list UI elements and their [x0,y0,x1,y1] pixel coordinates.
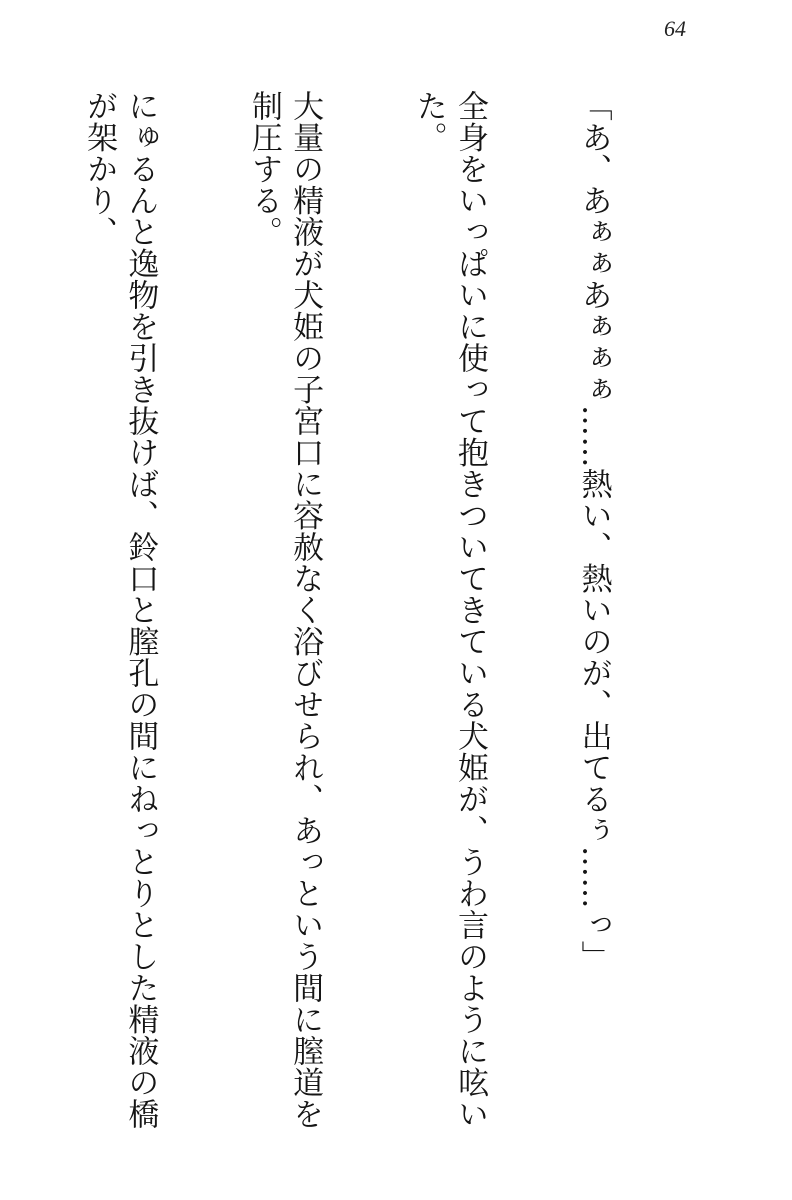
text-column: にゅるんと逸物を引き抜けば、鈴口と膣孔の間にねっとりとした精液の橋が架かり、 [81,90,159,1130]
vertical-text-body [0,90,696,1150]
page-number: 64 [664,16,686,41]
text-column: 大量の精液が犬姫の子宮口に容赦なく浴びせられ、あっという間に膣道を制圧する。 [245,90,324,1130]
text-column: 全身をいっぱいに使って抱きついてきている犬姫が、うわ言のように呟いた。 [410,90,488,1130]
text-column: 「あ、あぁぁあぁぁぁ……熱い、熱いのが、出てるぅ……っ」 [575,90,612,972]
